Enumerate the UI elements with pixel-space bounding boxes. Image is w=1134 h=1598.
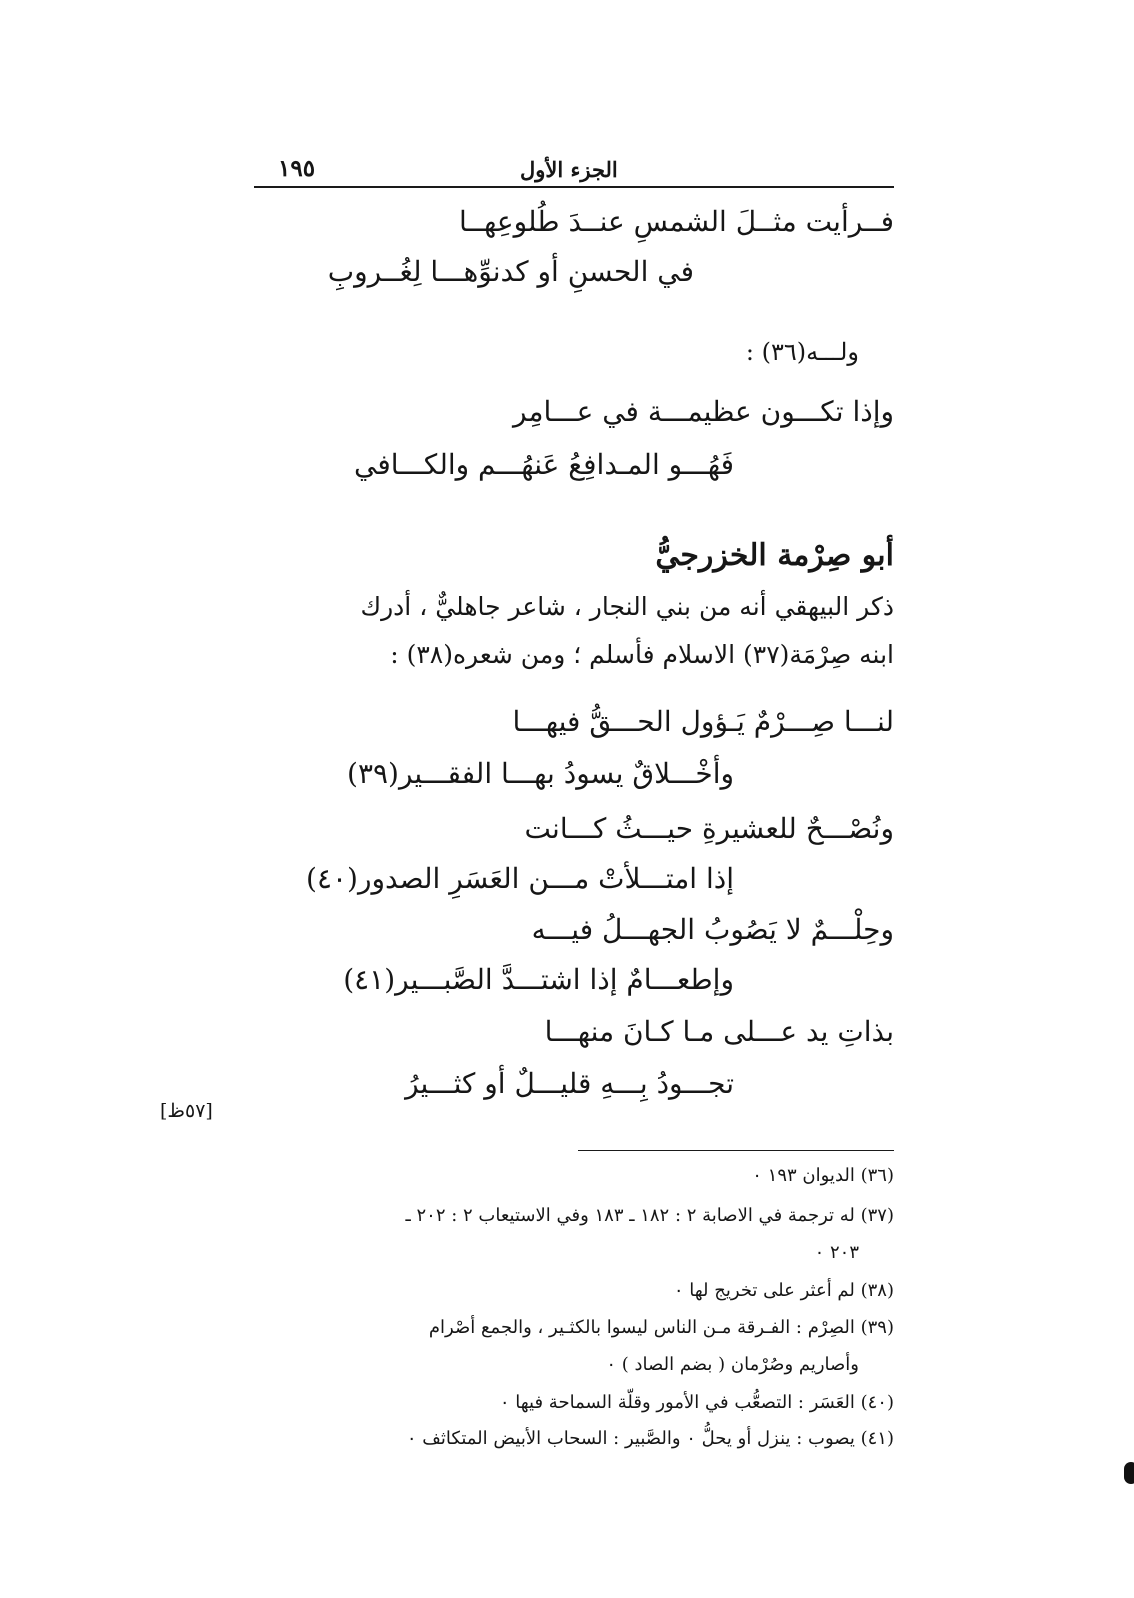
footnote: (٤١) يصوب : ينزل أو يحلُّ ٠ والصَّبير : السحاب الأبيض المتكاثف ٠ [406, 1428, 894, 1449]
verse-line: إذا امتـــلأتْ مـــن العَسَرِ الصدور(٤٠) [306, 862, 734, 895]
header-rule [254, 186, 894, 188]
scan-edge-mark [1124, 1462, 1134, 1484]
footnote: (٤٠) العَسَر : التصعُّب في الأمور وقلّة السماحة فيها ٠ [499, 1392, 894, 1413]
prose-line: ذكر البيهقي أنه من بني النجار ، شاعر جاهليٌّ ، أدرك [360, 592, 894, 621]
verse-line: وأخْـــلاقٌ يسودُ بهـــا الفقـــير(٣٩) [347, 757, 734, 790]
footnote: (٣٦) الديوان ١٩٣ ٠ [752, 1165, 894, 1186]
verse-line: فَهُـــو المـدافِعُ عَنهُـــم والكـــافي [354, 448, 734, 481]
footnote: (٣٨) لم أعثر على تخريج لها ٠ [673, 1280, 894, 1301]
verse-line: في الحسنِ أو كدنوِّهـــا لِغُــروبِ [327, 255, 694, 288]
prose-line: ابنه صِرْمَة(٣٧) الاسلام فأسلم ؛ ومن شعره(٣٨) : [390, 640, 894, 669]
verse-line: وإطعـــامٌ إذا اشتـــدَّ الصَّبـــير(٤١) [343, 963, 734, 996]
verse-line: فــرأيت مثــلَ الشمسِ عنــدَ طُلوعِهــا [459, 205, 894, 238]
verse-line: لنـــا صِـــرْمٌ يَـؤول الحـــقُّ فيهـــا [512, 705, 894, 738]
footnote: (٣٧) له ترجمة في الاصابة ٢ : ١٨٢ ـ ١٨٣ وفي الاستيعاب ٢ : ٢٠٢ ـ [405, 1205, 894, 1226]
footnote: (٣٩) الصِرْم : الفـرقة مـن الناس ليسوا بالكثـير ، والجمع أصْرام [428, 1317, 894, 1338]
section-heading: أبو صِرْمة الخزرجيُّ [655, 538, 894, 573]
verse-line: ونُصْـــحٌ للعشيرةِ حيـــثُ كـــانت [524, 812, 894, 845]
verse-line: بذاتِ يد عـــلى مـا كـانَ منهـــا [544, 1015, 894, 1048]
verse-line: تجـــودُ بِـــهِ قليـــلٌ أو كثـــيرُ [405, 1067, 734, 1100]
verse-line: وإذا تكـــون عظيمـــة في عـــامِر [513, 395, 894, 428]
verse-line: وحِلْـــمٌ لا يَصُوبُ الجهـــلُ فيـــه [531, 913, 894, 946]
verse-intro: ولـــه(٣٦) : [745, 338, 859, 366]
running-header-title: الجزء الأول [520, 157, 618, 182]
footnote-continuation: وأصاريم وصُرْمان ( بضم الصاد ) ٠ [606, 1354, 859, 1375]
footnote-rule [578, 1150, 894, 1151]
footnote-continuation: ٢٠٣ ٠ [814, 1242, 859, 1263]
folio-margin-note: [٥٧ظ] [160, 1100, 213, 1122]
page-number: ١٩٥ [278, 155, 316, 182]
